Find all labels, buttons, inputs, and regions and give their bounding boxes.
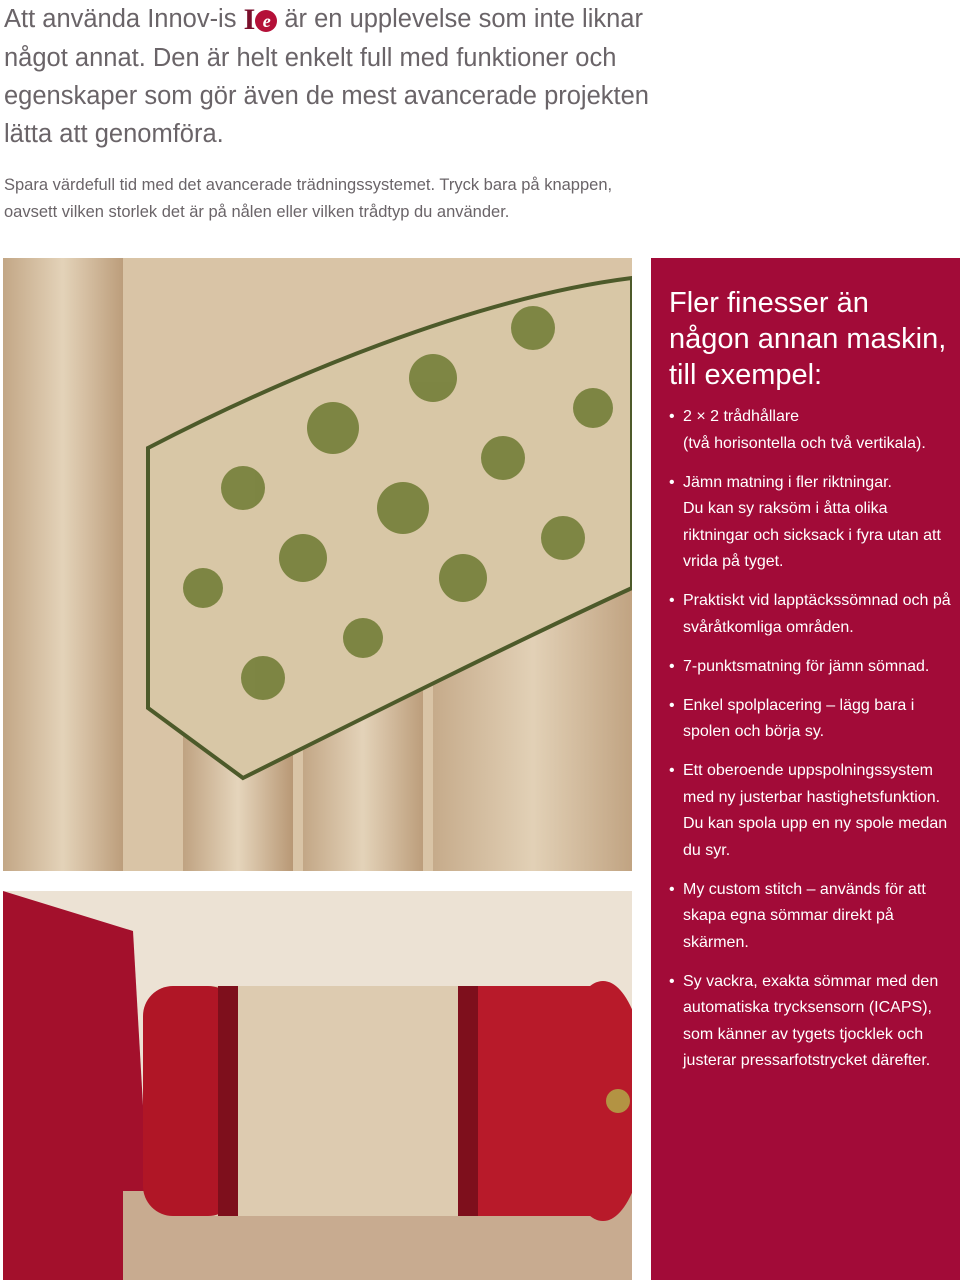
list-item: • My custom stitch – används för att skapa egna sömmar direkt på skärmen. bbox=[669, 877, 954, 957]
list-item: • 7-punktsmatning för jämn sömnad. bbox=[669, 654, 954, 681]
list-item: • 2 × 2 trådhållare (två horisontella och två vertikala). bbox=[669, 404, 954, 457]
intro-paragraph bbox=[4, 0, 654, 153]
features-panel bbox=[651, 258, 960, 1280]
subtitle-paragraph: Spara värdefull tid med det avancerade trädningssystemet. Tryck bara på knappen, oavsett vilken storlek det är på nålen eller vilken trådtyp du använder. bbox=[4, 176, 613, 221]
innovis-ie-logo: I e bbox=[244, 3, 278, 36]
features-heading: Fler finesser än någon annan maskin, till exempel: bbox=[669, 287, 947, 391]
intro-text-start: Att använda Innov-is bbox=[4, 5, 237, 33]
list-item: • Enkel spolplacering – lägg bara i spolen och börja sy. bbox=[669, 693, 954, 746]
intro-text-after-logo: är en upplevelse som inte bbox=[284, 5, 575, 33]
list-item: • Jämn matning i fler riktningar. Du kan sy raksöm i åtta olika riktningar och sicksack i fyra utan att vrida på tyget. bbox=[669, 470, 954, 576]
list-item: • Praktiskt vid lapptäckssömnad och på svåråtkomliga områden. bbox=[669, 588, 954, 641]
photo-embroidered-fabric-band bbox=[3, 258, 632, 871]
photo-bolster-pillow bbox=[3, 891, 632, 1280]
list-item: • Ett oberoende uppspolningssystem med ny justerbar hastighetsfunktion. Du kan spola upp en ny spole medan du syr. bbox=[669, 758, 954, 864]
intro-text-rest: liknar något annat. Den är helt enkelt full med funktioner och egenskaper som gör även de mest avancerade projekten lätta att genomföra. bbox=[4, 5, 649, 148]
list-item: • Sy vackra, exakta sömmar med den automatiska trycksensorn (ICAPS), som känner av tygets tjocklek och justerar pressarfotstrycket därefter. bbox=[669, 969, 954, 1075]
features-list bbox=[669, 404, 954, 1087]
